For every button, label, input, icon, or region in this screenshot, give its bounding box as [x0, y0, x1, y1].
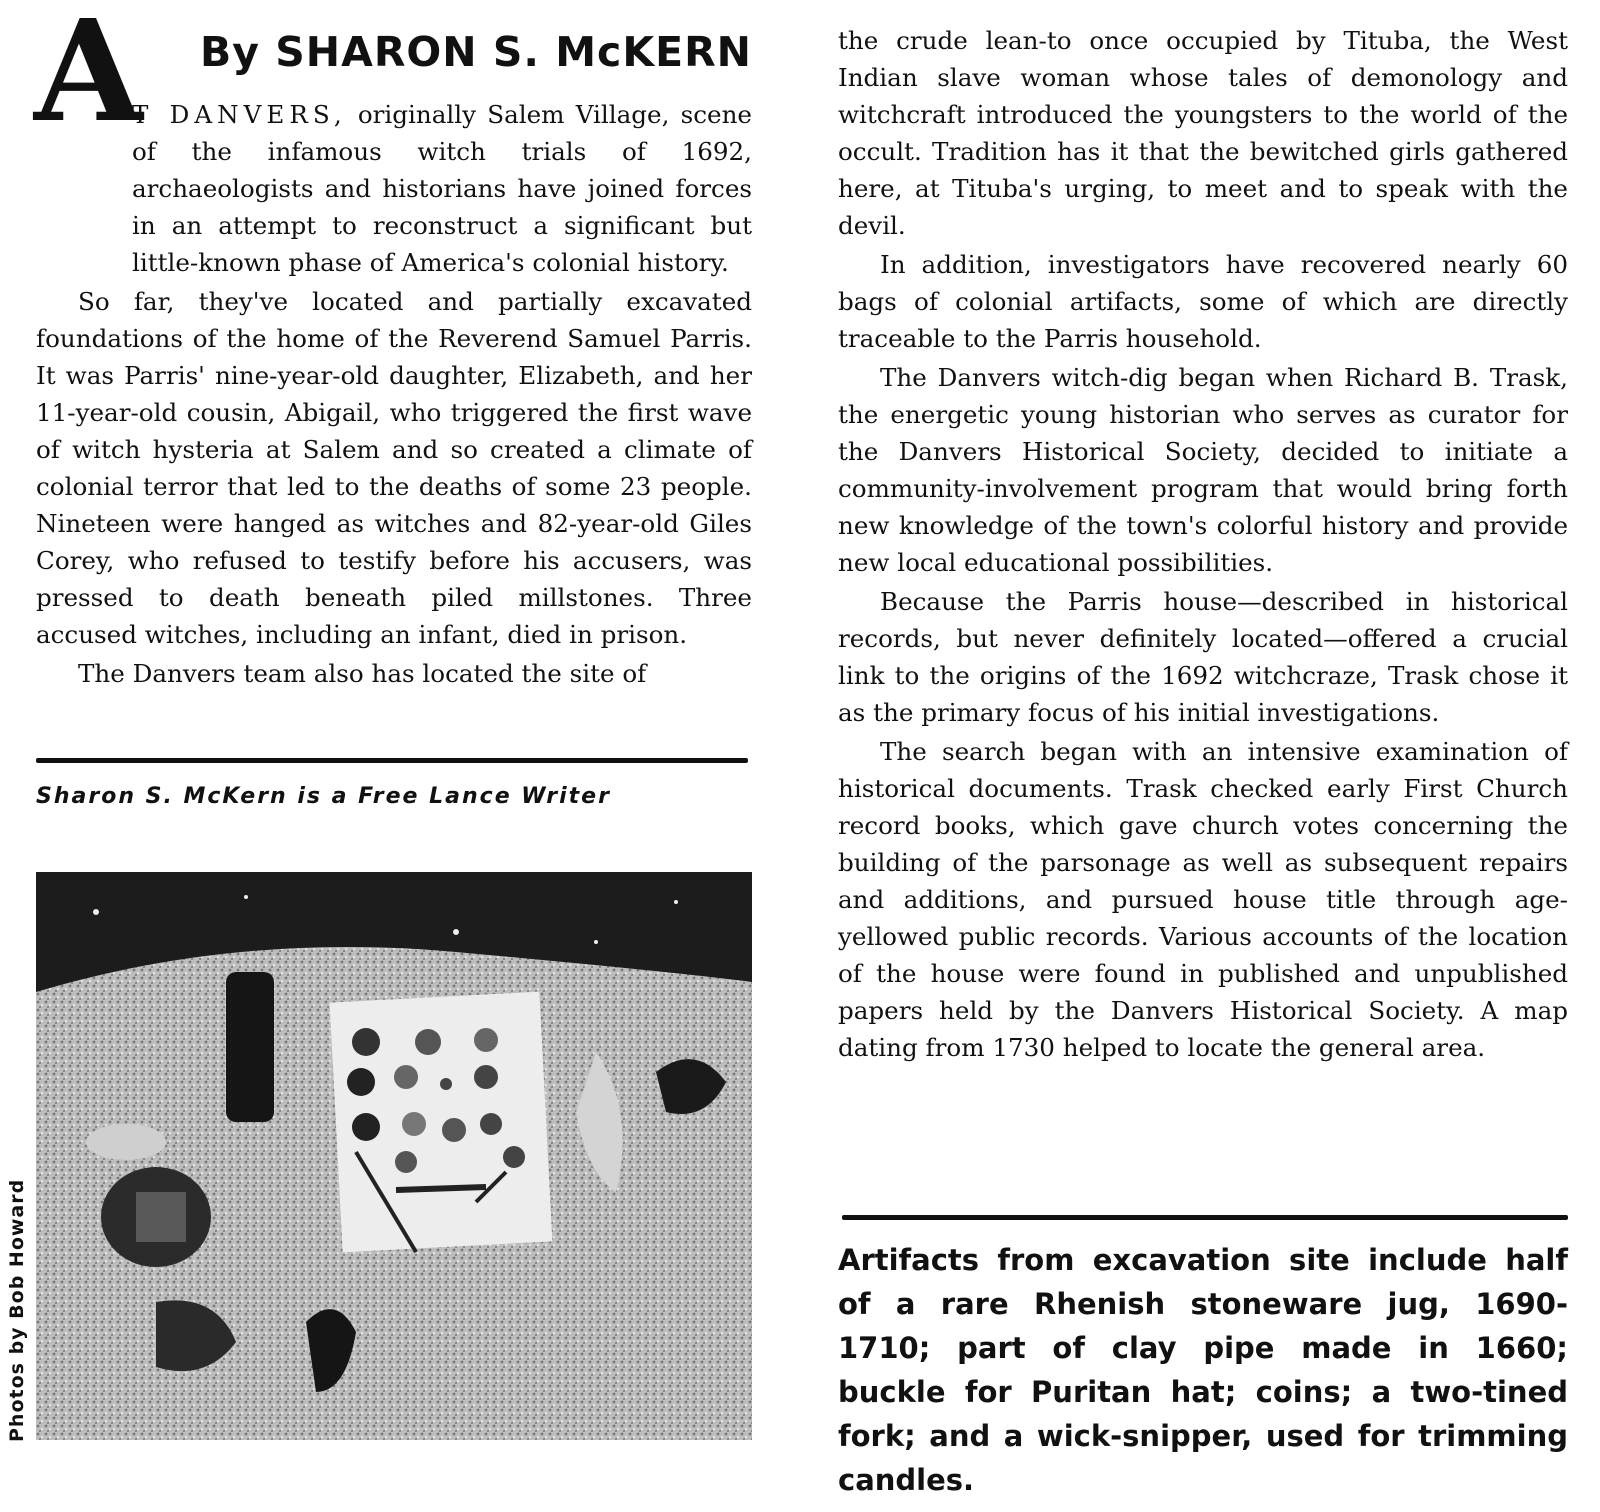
lead-text: originally Salem Village, scene of the infamous witch trials of 1692, archaeologists and historians have joined forces in an attempt to reconstruct a significant but little-known phase of America's colonial history. [132, 100, 752, 277]
author-note: Sharon S. McKern is a Free Lance Writer [36, 784, 611, 809]
body-paragraph: So far, they've located and partially excavated foundations of the home of the Reverend Samuel Parris. It was Parris' nine-year-old daughter, Elizabeth, and her 11-year-old cousin, Abigail, who triggered the first wave of witch hysteria at Salem and so created a climate of colonial terror that led to the deaths of some 23 people. Nineteen were hanged as witches and 82-year-old Giles Corey, who refused to testify before his accusers, was pressed to death beneath piled millstones. Three accused witches, including an infant, died in prison. [36, 287, 752, 649]
right-column [838, 22, 1568, 1066]
lead-caps: T DANVERS, [132, 100, 347, 129]
byline: By SHARON S. McKERN [200, 28, 752, 76]
drop-cap: A [34, 0, 141, 154]
caption-rule [842, 1215, 1568, 1220]
artifacts-photo [36, 872, 752, 1440]
section-rule [36, 758, 748, 763]
body-paragraph: Because the Parris house—described in historical records, but never definitely located—offered a crucial link to the origins of the 1692 witchcraze, Trask chose it as the primary focus of his initial investigations. [838, 587, 1568, 727]
body-paragraph: The Danvers witch-dig began when Richard B. Trask, the energetic young historian who serves as curator for the Danvers Historical Society, decided to initiate a community-involvement program that would bring forth new knowledge of the town's colorful history and provide new local educational possibilities. [838, 363, 1568, 577]
body-paragraph: In addition, investigators have recovered nearly 60 bags of colonial artifacts, some of which are directly traceable to the Parris household. [838, 250, 1568, 353]
continuation-paragraph: the crude lean-to once occupied by Tituba, the West Indian slave woman whose tales of demonology and witchcraft introduced the youngsters to the world of the occult. Tradition has it that the bewitched girls gathered here, at Tituba's urging, to meet and to speak with the devil. [838, 26, 1568, 240]
artifacts-photo-image [36, 872, 752, 1440]
lead-paragraph [36, 96, 752, 281]
photo-credit: Photos by Bob Howard [6, 1178, 28, 1442]
body-paragraph: The search began with an intensive examination of historical documents. Trask checked early First Church record books, which gave church votes concerning the building of the parsonage as well as subsequent repairs and additions, and pursued house title through age-yellowed public records. Various accounts of the location of the house were found in published and unpublished papers held by the Danvers Historical Society. A map dating from 1730 helped to locate the general area. [838, 737, 1568, 1062]
body-paragraph: The Danvers team also has located the site of [78, 659, 647, 688]
left-column [34, 0, 752, 692]
photo-caption: Artifacts from excavation site include half of a rare Rhenish stoneware jug, 1690-1710; part of clay pipe made in 1660; buckle for Puritan hat; coins; a two-tined fork; and a wick-snipper, used for trimming candles. [838, 1243, 1568, 1497]
